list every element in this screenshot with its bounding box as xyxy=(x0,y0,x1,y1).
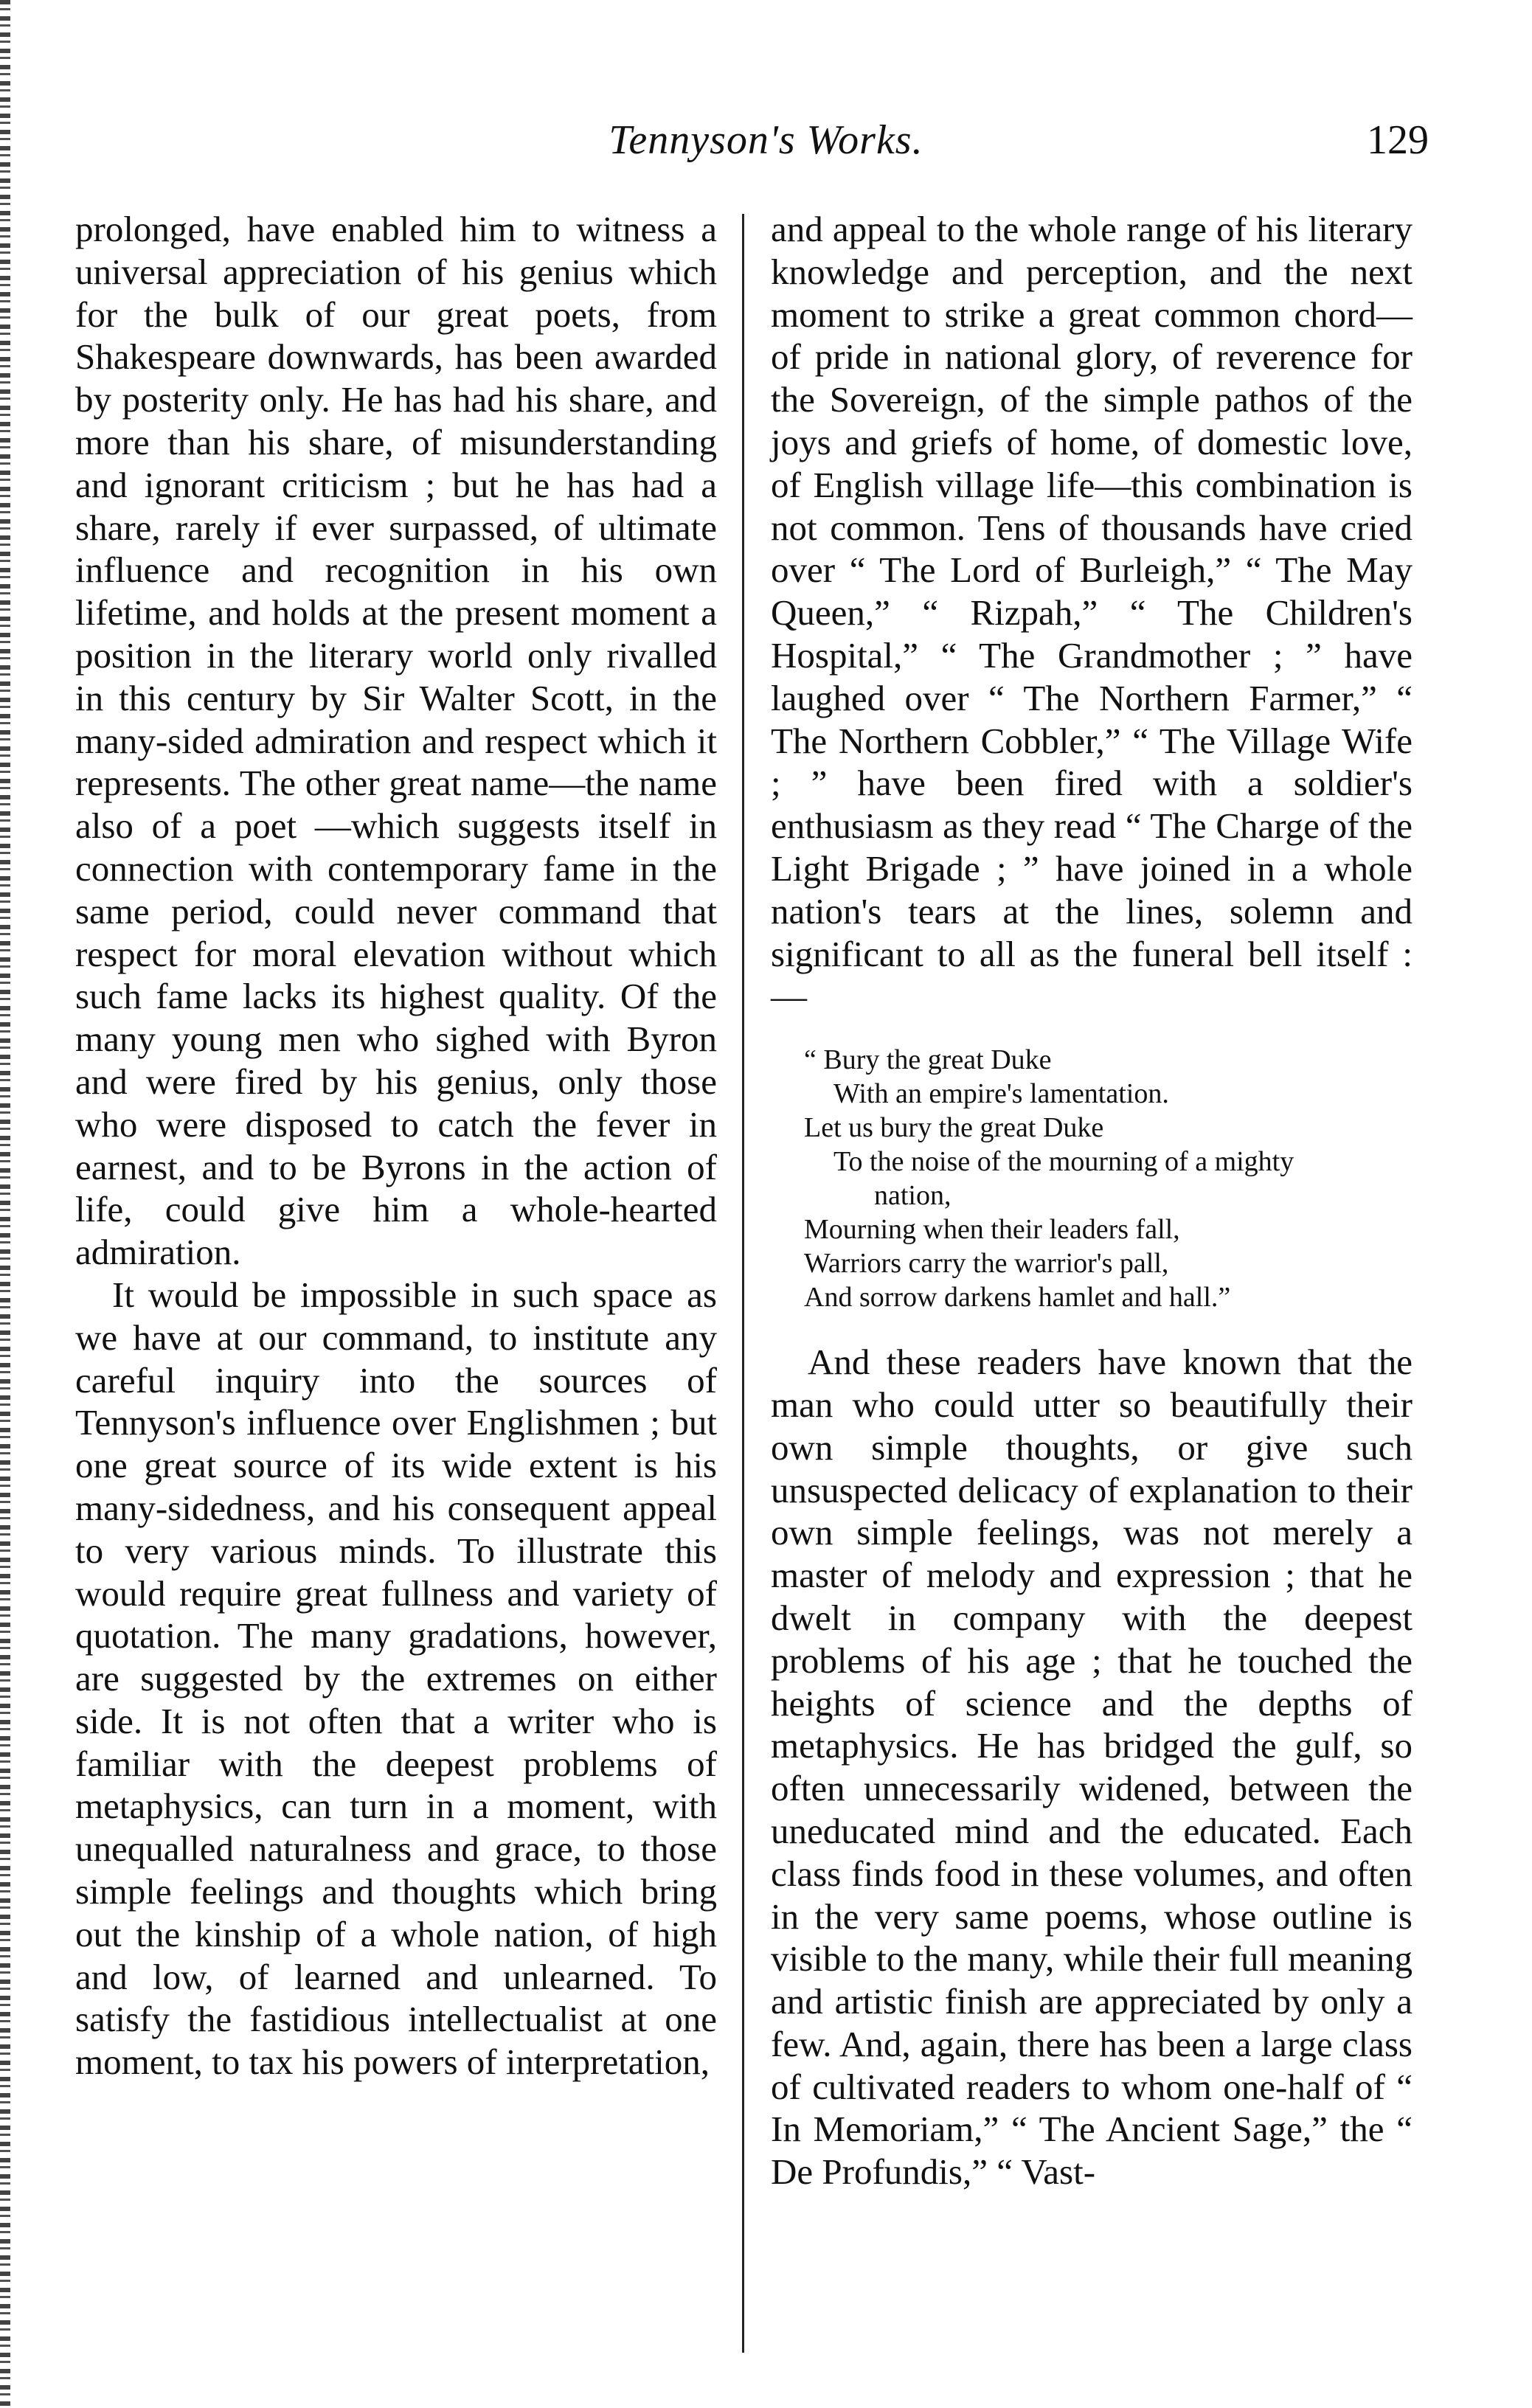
poem-line: Warriors carry the warrior's pall, xyxy=(804,1248,1169,1280)
running-title: Tennyson's Works. xyxy=(609,117,923,163)
poem-quotation xyxy=(804,1043,1413,1314)
poem-line: Mourning when their leaders fall, xyxy=(804,1214,1180,1246)
right-paragraph-1: and appeal to the whole range of his literary knowledge and perception, and the next moment to strike a great common chord—of pride in national glory, of reverence for the Sovereign, of the simple pathos of the joys and griefs of home, of domestic love, of English village life—this combination is not common. Tens of thousands have cried over “ The Lord of Burleigh,” “ The May Queen,” “ Rizpah,” “ The Children's Hospital,” “ The Grandmother ; ” have laughed over “ The Northern Farmer,” “ The Northern Cobbler,” “ The Village Wife ; ” have been fired with a soldier's enthusiasm as they read “ The Charge of the Light Brigade ; ” have joined in a whole nation's tears at the lines, solemn and significant to all as the funeral bell itself : — xyxy=(771,209,1413,1017)
poem-line: Let us bury the great Duke xyxy=(804,1112,1104,1144)
poem-line: nation, xyxy=(874,1180,952,1212)
poem-line: With an empire's lamentation. xyxy=(833,1078,1169,1110)
poem-line: And sorrow darkens hamlet and hall.” xyxy=(804,1282,1231,1314)
right-column xyxy=(771,208,1413,2193)
binding-edge xyxy=(0,0,10,2408)
right-paragraph-2: And these readers have known that the man who could utter so beautifully their own simple thoughts, or give such unsuspected delicacy of explanation to their own simple feelings, was not merely a master of melody and expression ; that he dwelt in company with the deepest problems of his age ; that he touched the heights of science and the depths of metaphysics. He has bridged the gulf, so often unnecessarily widened, between the uneducated mind and the educated. Each class finds food in these volumes, and often in the very same poems, whose outline is visible to the many, while their full meaning and artistic finish are appreciated by only a few. And, again, there has been a large class of cultivated readers to whom one-half of “ In Memoriam,” “ The Ancient Sage,” the “ De Profundis,” “ Vast- xyxy=(771,1342,1413,2193)
page-number: 129 xyxy=(1367,117,1429,163)
column-divider xyxy=(742,214,744,2353)
left-column xyxy=(75,208,717,2083)
poem-line: “ Bury the great Duke xyxy=(804,1044,1052,1076)
left-paragraph-1: prolonged, have enabled him to witness a universal appreciation of his genius which for the bulk of our great poets, from Shakespeare downwards, has been awarded by posterity only. He has had his share, and more than his share, of misunderstanding and ignorant criticism ; but he has had a share, rarely if ever surpassed, of ultimate influence and recognition in his own lifetime, and holds at the present moment a position in the literary world only rivalled in this century by Sir Walter Scott, in the many-sided admiration and respect which it represents. The other great name—the name also of a poet —which suggests itself in connection with contemporary fame in the same period, could never command that respect for moral elevation without which such fame lacks its highest quality. Of the many young men who sighed with Byron and were fired by his genius, only those who were disposed to catch the fever in earnest, and to be Byrons in the action of life, could give him a whole-hearted admiration. xyxy=(75,209,717,1273)
poem-line: To the noise of the mourning of a mighty xyxy=(833,1146,1294,1178)
left-paragraph-2: It would be impossible in such space as we have at our command, to institute any careful inquiry into the sources of Tennyson's influence over Englishmen ; but one great source of its wide extent is his many-sidedness, and his consequent appeal to very various minds. To illustrate this would require great fullness and variety of quotation. The many gradations, however, are suggested by the extremes on either side. It is not often that a writer who is familiar with the deepest problems of metaphysics, can turn in a moment, with unequalled naturalness and grace, to those simple feelings and thoughts which bring out the kinship of a whole nation, of high and low, of learned and unlearned. To satisfy the fastidious intellectualist at one moment, to tax his powers of interpretation, xyxy=(75,1274,717,2083)
